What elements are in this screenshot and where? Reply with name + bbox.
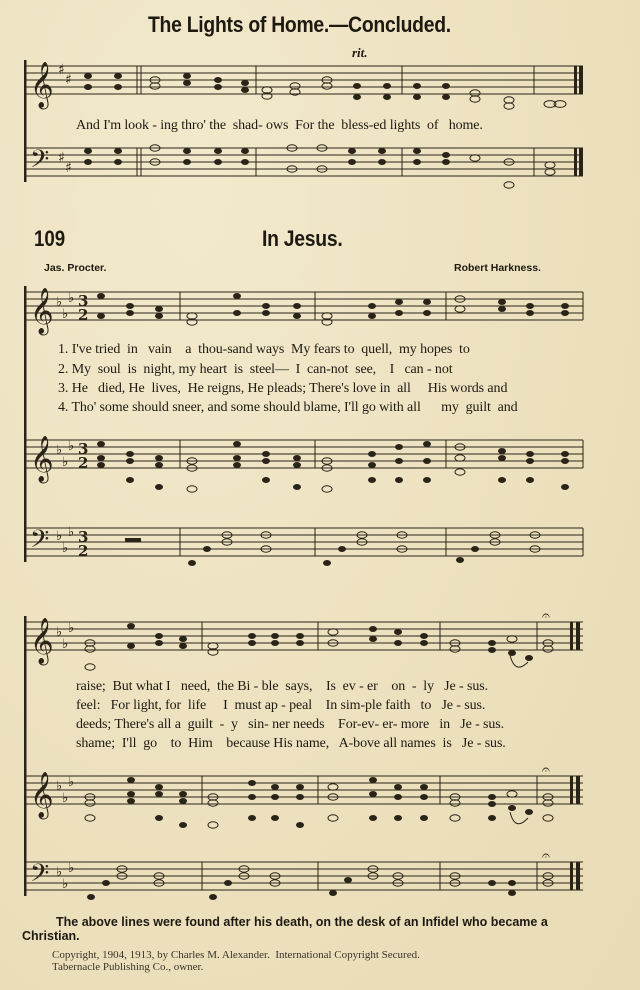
svg-text:♭: ♭ [68, 291, 75, 306]
footnote-continued: Christian. [22, 929, 80, 943]
svg-text:♯: ♯ [58, 150, 65, 166]
svg-text:♭: ♭ [56, 529, 63, 544]
svg-text:3: 3 [78, 440, 89, 458]
svg-text:♭: ♭ [62, 637, 69, 652]
svg-text:2: 2 [78, 542, 89, 560]
svg-text:♭: ♭ [62, 455, 69, 470]
svg-text:2: 2 [78, 306, 89, 324]
verse-1-line-1: 1. I've tried in vain a thou-sand ways My fears to quell, my hopes to [58, 342, 470, 357]
verse-2-line-2: feel: For light, for life I must ap - peal In sim-ple faith to Je - sus. [76, 698, 486, 713]
music-by-credit: Robert Harkness. [454, 262, 541, 274]
svg-text:♭: ♭ [68, 621, 75, 636]
svg-text:𝄢: 𝄢 [30, 145, 50, 180]
words-by-credit: Jas. Procter. [44, 262, 107, 274]
svg-text:♯: ♯ [58, 62, 65, 78]
verse-1-line-2: raise; But what I need, the Bi - ble says, Is ev - er on - ly Je - sus. [76, 679, 488, 694]
svg-text:𝄞: 𝄞 [30, 436, 54, 482]
hymn-title: In Jesus. [262, 226, 343, 251]
svg-text:♯: ♯ [65, 72, 72, 88]
svg-text:♯: ♯ [65, 160, 72, 176]
svg-text:♭: ♭ [68, 861, 75, 876]
verse-3-line-1: 3. He died, He lives, He reigns, He pleads; There's love in all His words and [58, 381, 508, 396]
svg-text:𝄐: 𝄐 [542, 762, 550, 778]
svg-text:𝄞: 𝄞 [30, 288, 54, 334]
hymn-number: 109 [34, 226, 66, 251]
svg-text:3: 3 [78, 292, 89, 310]
tempo-marking-rit: rit. [352, 45, 368, 60]
svg-text:♭: ♭ [68, 525, 75, 540]
verse-4-line-2: shame; I'll go to Him because His name, A-bove all names is Je - sus. [76, 736, 506, 751]
svg-text:𝄢: 𝄢 [30, 859, 50, 894]
svg-text:♭: ♭ [56, 295, 63, 310]
previous-hymn-lyrics: And I'm look - ing thro' the shad- ows For the bless-ed lights of home. [76, 118, 483, 133]
svg-text:𝄞: 𝄞 [30, 772, 54, 818]
svg-text:𝄐: 𝄐 [542, 608, 550, 624]
verse-3-line-2: deeds; There's all a guilt - y sin- ner needs For-ev- er- more in Je - sus. [76, 717, 505, 732]
svg-text:♭: ♭ [62, 541, 69, 556]
previous-hymn-title: The Lights of Home.—Concluded. [148, 12, 451, 37]
svg-text:♭: ♭ [56, 779, 63, 794]
svg-text:♭: ♭ [68, 439, 75, 454]
verse-4-line-1: 4. Tho' some should sneer, and some should blame, I'll go with all my guilt and [58, 400, 518, 415]
svg-text:♭: ♭ [56, 625, 63, 640]
svg-text:♭: ♭ [56, 865, 63, 880]
svg-text:♭: ♭ [62, 791, 69, 806]
svg-text:♭: ♭ [56, 443, 63, 458]
svg-text:3: 3 [78, 528, 89, 546]
svg-text:2: 2 [78, 454, 89, 472]
svg-text:𝄢: 𝄢 [30, 525, 50, 560]
svg-text:𝄞: 𝄞 [30, 62, 54, 108]
svg-text:♭: ♭ [62, 877, 69, 892]
svg-text:𝄐: 𝄐 [542, 848, 550, 864]
copyright-line-2: Tabernacle Publishing Co., owner. [52, 961, 204, 973]
footnote: The above lines were found after his death, on the desk of an Infidel who became a [56, 915, 548, 929]
svg-text:♭: ♭ [62, 307, 69, 322]
verse-2-line-1: 2. My soul is night, my heart is steel— I can-not see, I can - not [58, 362, 453, 377]
svg-text:♭: ♭ [68, 775, 75, 790]
svg-text:𝄞: 𝄞 [30, 618, 54, 664]
copyright-line-1: Copyright, 1904, 1913, by Charles M. Alexander. International Copyright Secured. [52, 949, 420, 961]
